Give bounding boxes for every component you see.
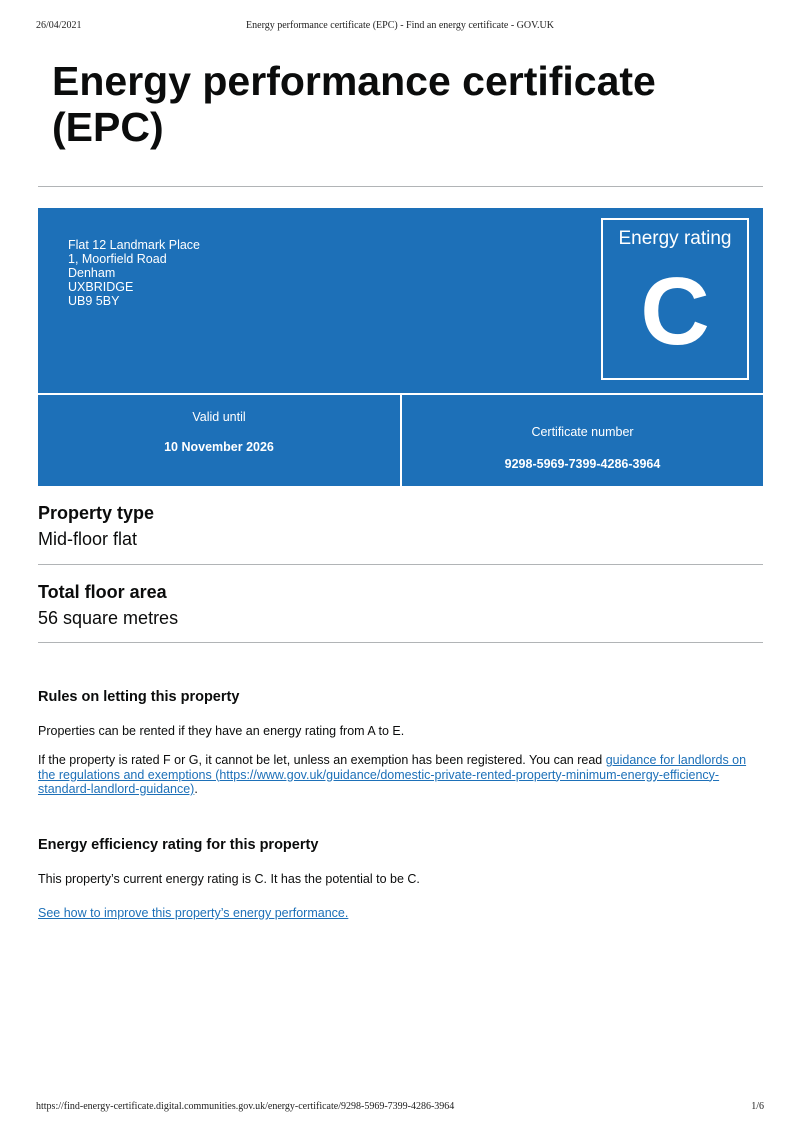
certificate-number: 9298-5969-7399-4286-3964 (504, 457, 661, 471)
print-date: 26/04/2021 (36, 20, 82, 31)
letting-rules-heading: Rules on letting this property (38, 689, 240, 705)
property-type-value: Mid-floor flat (38, 529, 138, 549)
print-url: https://find-energy-certificate.digital.communities.gov.uk/energy-certificate/9298-5969-7399-4286-3964 (36, 1101, 455, 1112)
energy-rating-box (601, 218, 749, 380)
section-divider (38, 564, 763, 565)
address-line: UXBRIDGE (68, 280, 134, 294)
exemption-text: If the property is rated F or G, it cannot be let, unless an exemption has been registered. You can read (38, 753, 606, 767)
valid-until-cell (38, 395, 400, 486)
section-divider (38, 186, 763, 187)
floor-area-heading: Total floor area (38, 582, 167, 602)
epc-summary-panel (38, 208, 763, 486)
efficiency-heading: Energy efficiency rating for this property (38, 837, 319, 853)
certificate-number-cell (402, 395, 763, 486)
improve-link-paragraph (38, 906, 766, 921)
floor-area-value: 56 square metres (38, 608, 179, 628)
property-type-heading: Property type (38, 503, 155, 523)
efficiency-paragraph: This property’s current energy rating is C. It has the potential to be C. (38, 872, 420, 886)
address-line: UB9 5BY (68, 294, 120, 308)
exemption-text-end: . (194, 782, 198, 796)
address-line: Denham (68, 266, 116, 280)
certificate-number-label: Certificate number (531, 425, 634, 439)
address-line: Flat 12 Landmark Place (68, 238, 201, 252)
section-divider (38, 642, 763, 643)
print-footer (36, 1101, 764, 1115)
address-line: 1, Moorfield Road (68, 252, 167, 266)
property-address (68, 238, 200, 308)
improve-performance-link[interactable]: See how to improve this property’s energy performance. (38, 906, 349, 920)
page-number: 1/6 (751, 1101, 764, 1112)
valid-until-label: Valid until (192, 410, 246, 424)
energy-rating-label: Energy rating (618, 228, 732, 249)
letting-rules-paragraph: Properties can be rented if they have an energy rating from A to E. (38, 724, 405, 738)
landlord-guidance-link[interactable]: guidance for landlords on the regulations and exemptions (https://www.gov.uk/guidance/domestic-private-rented-property-minimum-energy-efficiency-standard-landlord-guidance) (38, 753, 747, 796)
energy-rating-letter: C (640, 258, 710, 365)
exemption-paragraph (38, 753, 766, 797)
page-title: Energy performance certificate (EPC) (52, 58, 656, 150)
valid-until-date: 10 November 2026 (164, 440, 274, 454)
print-header (36, 20, 764, 34)
print-document-title: Energy performance certificate (EPC) - Find an energy certificate - GOV.UK (246, 20, 554, 31)
